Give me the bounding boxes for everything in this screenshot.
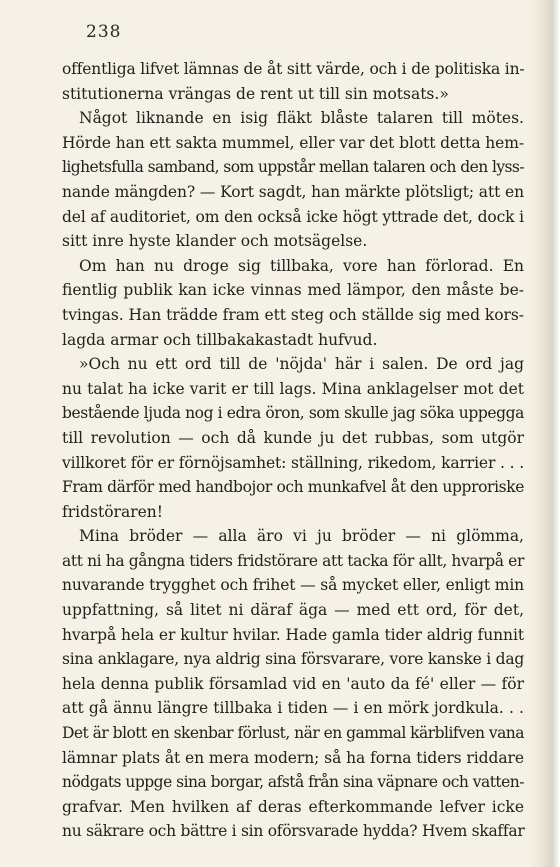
text-line: nuvarande trygghet och frihet — så mycket eller, enligt min <box>62 576 524 595</box>
text-line: sina anklagare, nya aldrig sina försvarare, vore kanske i dag <box>62 650 524 669</box>
text-line: stitutionerna vrängas de rent ut till sin motsats.» <box>62 84 449 103</box>
text-line: fridstöraren! <box>62 502 163 521</box>
text-line: att gå ännu längre tillbaka i tiden — i en mörk jordkula. . . <box>62 699 524 718</box>
text-line: hvarpå hela er kultur hvilar. Hade gamla tider aldrig funnit <box>62 625 524 644</box>
text-line: tvingas. Han trädde fram ett steg och ställde sig med kors- <box>62 305 524 324</box>
text-line: »Och nu ett ord till de 'nöjda' här i salen. De ord jag <box>79 355 524 374</box>
text-line: nu säkrare och bättre i sin oförsvarade hydda? Hvem skaffar <box>62 822 525 841</box>
text-line: hela denna publik församlad vid en 'auto da fé' eller — för <box>62 674 524 693</box>
text-line: villkoret för er förnöjsamhet: ställning, rikedom, karrier . . . <box>62 453 524 472</box>
text-line: del af auditoriet, om den också icke högt yttrade det, dock i <box>62 207 524 226</box>
body-text <box>62 57 524 844</box>
text-line: till revolution — och då kunde ju det rubbas, som utgör <box>62 428 524 447</box>
text-line: lighetsfulla samband, som uppstår mellan talaren och den lyss- <box>62 158 524 177</box>
text-line: offentliga lifvet lämnas de åt sitt värde, och i de politiska in- <box>62 60 525 78</box>
text-line: bestående ljuda nog i edra öron, som skulle jag söka uppegga <box>62 404 524 423</box>
text-line: lämnar plats åt en mera modern; så ha forna tiders riddare <box>62 748 524 767</box>
text-line: Det är blott en skenbar förlust, när en gammal kärblifven vana <box>62 724 524 743</box>
text-line: nande mängden? — Kort sagdt, han märkte plötsligt; att en <box>62 182 524 201</box>
text-line: Om han nu droge sig tillbaka, vore han förlorad. En <box>79 256 524 275</box>
text-line: Något liknande en isig fläkt blåste talaren till mötes. <box>79 109 524 128</box>
text-line: Mina bröder — alla äro vi ju bröder — ni glömma, <box>79 527 524 546</box>
text-line: Hörde han ett sakta mummel, eller var det blott detta hem- <box>62 133 524 152</box>
text-line: nu talat ha icke varit er till lags. Mina anklagelser mot det <box>62 379 524 398</box>
text-line: lagda armar och tillbakakastadt hufvud. <box>62 330 378 349</box>
text-line: sitt inre hyste klander och motsägelse. <box>62 232 368 251</box>
page-number: 238 <box>86 22 122 42</box>
page-edge <box>530 0 560 867</box>
text-line: grafvar. Men hvilken af deras efterkommande lefver icke <box>62 797 524 816</box>
text-line: uppfattning, så litet ni däraf äga — med ett ord, för det, <box>62 601 524 620</box>
text-line: Fram därför med handbojor och munkafvel åt den upproriske <box>62 478 524 497</box>
text-line: fientlig publik kan icke vinnas med lämpor, den måste be- <box>62 281 524 300</box>
text-line: nödgats uppge sina borgar, afstå från sina väpnare och vatten- <box>62 773 524 792</box>
text-line: att ni ha gångna tiders fridstörare att tacka för allt, hvarpå er <box>62 551 524 570</box>
